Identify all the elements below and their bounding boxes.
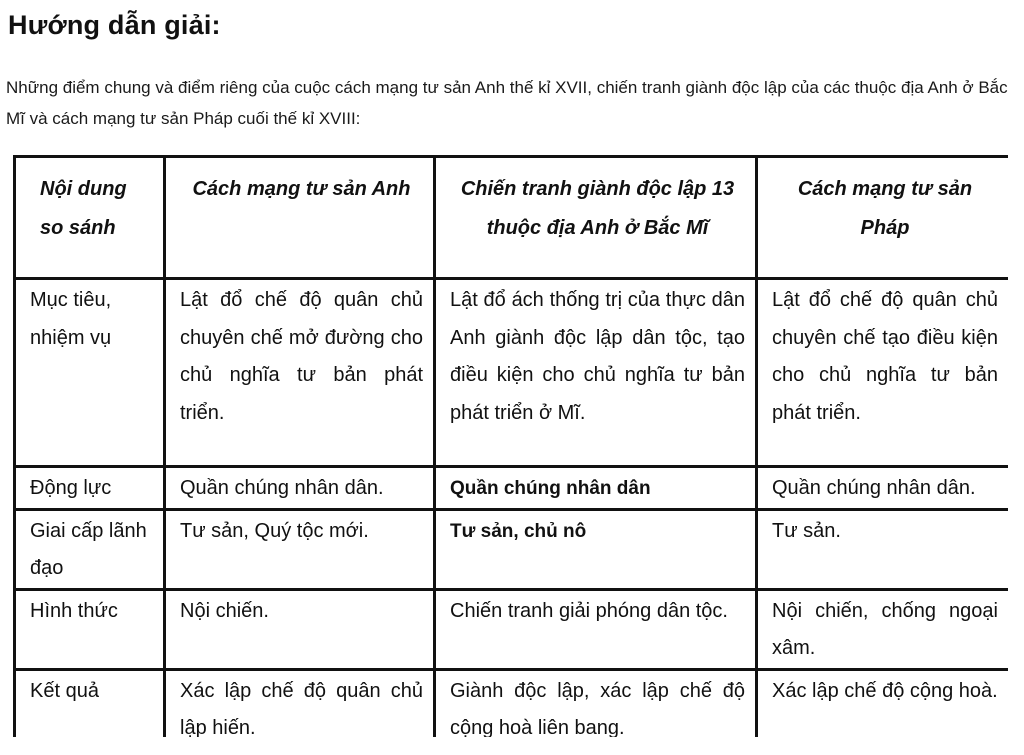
cell-goal-american: Lật đổ ách thống trị của thực dân Anh giành độc lập dân tộc, tạo điều kiện cho chủ nghĩa tư bản phát triển ở Mĩ.: [435, 279, 757, 467]
cell-result-english: Xác lập chế độ quân chủ lập hiến.: [165, 669, 435, 737]
comparison-table-container: [13, 155, 1008, 737]
table-row-form: [15, 589, 1009, 669]
cell-form-english: Nội chiến.: [165, 589, 435, 669]
comparison-table: [13, 155, 1008, 737]
header-american-war: Chiến tranh giành độc lập 13 thuộc địa Anh ở Bắc Mĩ: [435, 157, 757, 279]
cell-leadership-american: Tư sản, chủ nô: [435, 509, 757, 589]
cell-form-american: Chiến tranh giải phóng dân tộc.: [435, 589, 757, 669]
cell-result-american: Giành độc lập, xác lập chế độ cộng hoà liên bang.: [435, 669, 757, 737]
table-header-row: [15, 157, 1009, 279]
cell-goal-french: Lật đổ chế độ quân chủ chuyên chế tạo điều kiện cho chủ nghĩa tư bản phát triển.: [757, 279, 1009, 467]
header-english-revolution: Cách mạng tư sản Anh: [165, 157, 435, 279]
cell-leadership-french: Tư sản.: [757, 509, 1009, 589]
cell-result-french: Xác lập chế độ cộng hoà.: [757, 669, 1009, 737]
intro-paragraph: Những điểm chung và điểm riêng của cuộc cách mạng tư sản Anh thế kỉ XVII, chiến tranh giành độc lập của các thuộc địa Anh ở Bắc Mĩ và cách mạng tư sản Pháp cuối thế kỉ XVIII:: [6, 78, 1008, 128]
table-row-result: [15, 669, 1009, 737]
row-label-goal: Mục tiêu, nhiệm vụ: [15, 279, 165, 467]
table-row-goal: [15, 279, 1009, 467]
page-title: Hướng dẫn giải:: [8, 10, 221, 40]
row-label-leadership: Giai cấp lãnh đạo: [15, 509, 165, 589]
cell-force-american: Quần chúng nhân dân: [435, 467, 757, 510]
table-row-force: [15, 467, 1009, 510]
row-label-force: Động lực: [15, 467, 165, 510]
row-label-form: Hình thức: [15, 589, 165, 669]
row-label-result: Kết quả: [15, 669, 165, 737]
cell-goal-english: Lật đổ chế độ quân chủ chuyên chế mở đường cho chủ nghĩa tư bản phát triển.: [165, 279, 435, 467]
cell-force-english: Quần chúng nhân dân.: [165, 467, 435, 510]
table-row-leadership: [15, 509, 1009, 589]
cell-force-french: Quần chúng nhân dân.: [757, 467, 1009, 510]
header-criteria: Nội dung so sánh: [15, 157, 165, 279]
cell-leadership-english: Tư sản, Quý tộc mới.: [165, 509, 435, 589]
cell-form-french: Nội chiến, chống ngoại xâm.: [757, 589, 1009, 669]
header-french-revolution: Cách mạng tư sản Pháp: [757, 157, 1009, 279]
